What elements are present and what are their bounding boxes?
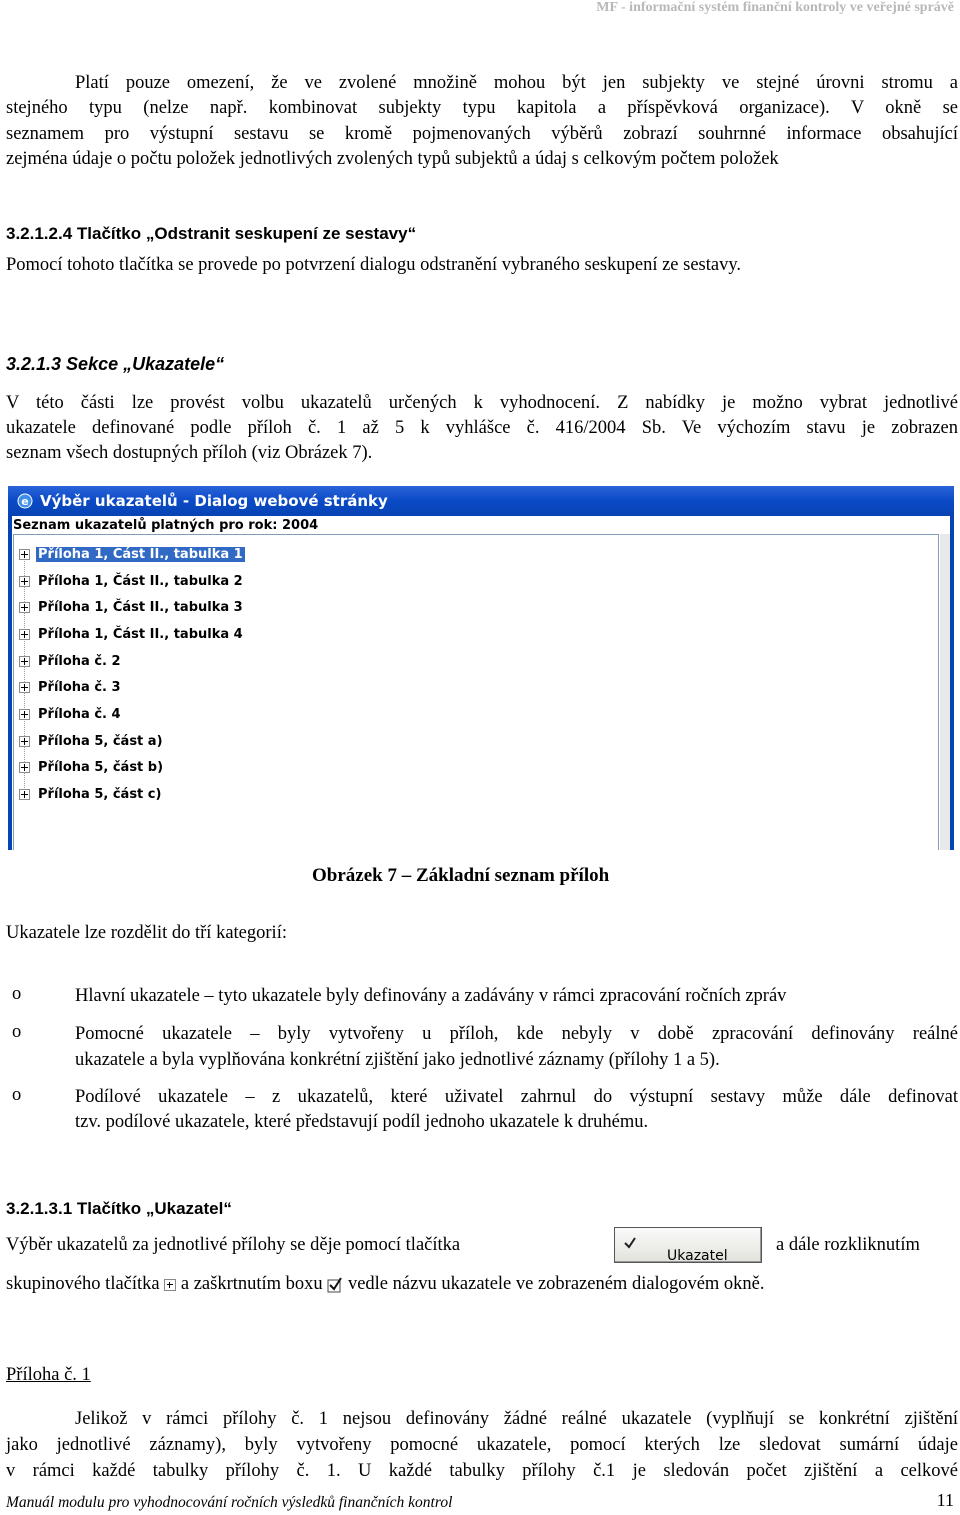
bullet-marker: o [12,1022,22,1042]
tree-node[interactable]: Příloha 1, Část II., tabulka 3 [19,598,245,618]
dialog-screenshot [8,486,954,850]
bullet-marker: o [12,1085,22,1105]
expand-icon[interactable] [19,656,30,667]
priloha-title: Příloha č. 1 [6,1365,91,1385]
bullet-main-indicators: Hlavní ukazatele – tyto ukazatele byly definovány a zadávány v rámci zpracování ročních zpráv [75,986,787,1006]
bullet-ratio-indicators-line-1: Podílové ukazatele – z ukazatelů, které uživatel zahrnul do výstupní sestavy může dále definovat [75,1087,958,1107]
expand-icon[interactable] [19,789,30,800]
list-header: Seznam ukazatelů platných pro rok: 2004 [13,518,319,533]
intro-line-3: seznamem pro výstupní sestavu se kromě pojmenovaných výběrů zobrazí souhrnné informace obsahující [6,124,958,144]
tree-node[interactable]: Příloha č. 2 [19,652,123,672]
tree-node[interactable]: Příloha 1, Část II., tabulka 4 [19,625,245,645]
tree-node[interactable]: Příloha 1, Část II., tabulka 2 [19,572,245,592]
expand-icon[interactable] [19,576,30,587]
priloha-text-line-2: jako jednotlivé záznamy), byly vytvořeny pomocné ukazatele, pomocí kterých lze sledovat sumární údaje [6,1435,958,1455]
section-text-3-2-1-3-1-line-1: Výběr ukazatelů za jednotlivé přílohy se děje pomocí tlačítka Ukazatel a dále rozkliknutím [6,1225,958,1265]
expand-icon[interactable] [19,602,30,613]
section-text-3-2-1-3-line-1: V této části lze provést volbu ukazatelů určených k vyhodnocení. Z nabídky je možno vybrat jednotlivé [6,393,958,413]
dialog-title-bar [8,486,954,516]
section-heading-3-2-1-2-4: 3.2.1.2.4 Tlačítko „Odstranit seskupení ze sestavy“ [6,224,417,243]
expand-icon[interactable] [19,736,30,747]
intro-line-2: stejného typu (nelze např. kombinovat subjekty typu kapitola a příspěvková organizace). V okně se [6,98,958,118]
scrollbar[interactable] [940,534,950,850]
dialog-frame-right [950,516,954,850]
tree-node[interactable]: Příloha 5, část c) [19,785,163,805]
ie-icon [16,492,34,510]
tree-node[interactable]: Příloha 5, část a) [19,732,165,752]
bullet-ratio-indicators-line-2: tzv. podílové ukazatele, které představují podíl jednoho ukazatele k druhému. [75,1112,649,1132]
ukazatel-button[interactable]: Ukazatel [614,1227,762,1263]
footer-title: Manuál modulu pro vyhodnocování ročních výsledků finančních kontrol [6,1494,453,1511]
section-heading-3-2-1-3: 3.2.1.3 Sekce „Ukazatele“ [6,354,225,374]
tree-node[interactable]: Příloha č. 3 [19,678,123,698]
expand-icon[interactable] [19,762,30,773]
section-text-3-2-1-3-1-line-2: skupinového tlačítka a zaškrtnutím boxu vedle názvu ukazatele ve zobrazeném dialogovém okně. [6,1274,765,1294]
section-heading-3-2-1-3-1: 3.2.1.3.1 Tlačítko „Ukazatel“ [6,1199,232,1218]
bullet-helper-indicators-line-2: ukazatele a byla vyplňována konkrétní zjištění jako jednotlivé záznamy (přílohy 1 a 5). [75,1050,720,1070]
bullet-marker: o [12,984,22,1004]
checkbox-checked-icon [327,1277,343,1293]
figure-caption: Obrázek 7 – Základní seznam příloh [312,865,610,886]
section-text-3-2-1-3-line-3: seznam všech dostupných příloh (viz Obrázek 7). [6,443,373,463]
expand-icon[interactable] [19,629,30,640]
section-text-3-2-1-2-4: Pomocí tohoto tlačítka se provede po potvrzení dialogu odstranění vybraného seskupení ze sestavy. [6,255,742,275]
tree-node[interactable]: Příloha č. 4 [19,705,123,725]
tree-node[interactable]: Příloha 5, část b) [19,758,165,778]
checkmark-icon [623,1236,637,1250]
page-header: MF - informační systém finanční kontroly ve veřejné správě [596,0,954,15]
tree-node[interactable]: Příloha 1, Část II., tabulka 1 [19,545,245,565]
intro-line-1: Platí pouze omezení, že ve zvolené množině mohou být jen subjekty ve stejné úrovni stromu a [75,73,958,93]
page-number: 11 [936,1490,954,1510]
group-expand-icon [164,1279,176,1291]
expand-icon[interactable] [19,682,30,693]
priloha-text-line-1: Jelikož v rámci přílohy č. 1 nejsou definovány žádné reálné ukazatele (vyplňují se konkrétní zjištění [75,1409,958,1429]
intro-line-4: zejména údaje o počtu položek jednotlivých zvolených typů subjektů a údaj s celkovým počtem položek [6,149,779,169]
bullet-helper-indicators-line-1: Pomocné ukazatele – byly vytvořeny u příloh, kde nebyly v době zpracování definovány reálné [75,1024,958,1044]
svg-text:e: e [21,495,29,508]
section-text-3-2-1-3-line-2: ukazatele definované podle příloh č. 1 až 5 k vyhlášce č. 416/2004 Sb. Ve výchozím stavu je zobrazen [6,418,958,438]
expand-icon[interactable] [19,709,30,720]
expand-icon[interactable] [19,549,30,560]
dialog-frame-left [8,516,12,850]
priloha-text-line-3: v rámci každé tabulky přílohy č. 1. U každé tabulky přílohy č.1 je sledován počet zjištění a celkové [6,1461,958,1481]
dialog-title: Výběr ukazatelů - Dialog webové stránky [40,492,388,510]
categories-intro: Ukazatele lze rozdělit do tří kategorií: [6,923,287,943]
